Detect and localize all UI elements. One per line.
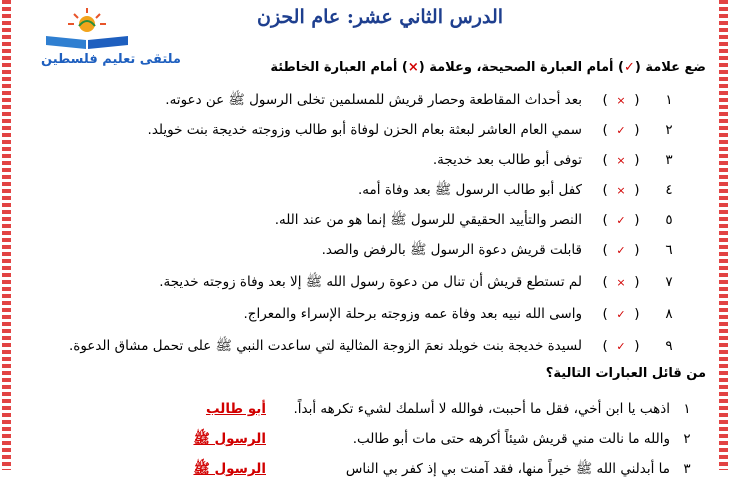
statement-number: ٦ bbox=[665, 242, 673, 258]
logo-text: ملتقى تعليم فلسطين bbox=[41, 52, 181, 67]
statement-text: سمي العام العاشر لبعثة بعام الحزن لوفاة أبو طالب وزوجته خديجة بنت خويلد. bbox=[147, 122, 582, 138]
statement-text: النصر والتأييد الحقيقي للرسول ﷺ إنما هو من عند الله. bbox=[274, 212, 582, 228]
statement-number: ٩ bbox=[665, 338, 673, 354]
quote-text: والله ما نالت مني قريش شيئاً أكرهه حتى مات أبو طالب. bbox=[352, 431, 670, 447]
statement-row bbox=[0, 236, 730, 264]
statement-row bbox=[0, 86, 730, 114]
quote-number: ٣ bbox=[683, 461, 691, 477]
statement-number: ٣ bbox=[665, 152, 673, 168]
statement-number: ٤ bbox=[665, 182, 673, 198]
statement-row bbox=[0, 332, 730, 360]
quote-text: ما أبدلني الله ﷺ خيراً منها، فقد آمنت بي إذ كفر بي الناس bbox=[345, 461, 670, 477]
statement-number: ٧ bbox=[665, 274, 673, 290]
quote-row bbox=[0, 455, 730, 483]
statement-text: قابلت قريش دعوة الرسول ﷺ بالرفض والصد. bbox=[321, 242, 582, 258]
book-icon bbox=[44, 32, 130, 50]
statement-row bbox=[0, 268, 730, 296]
statement-row bbox=[0, 300, 730, 328]
answer-box: ( ✓ ) bbox=[602, 242, 640, 258]
statement-row bbox=[0, 146, 730, 174]
answer-box: ( ✓ ) bbox=[602, 338, 640, 354]
statement-row bbox=[0, 176, 730, 204]
statement-row bbox=[0, 116, 730, 144]
quote-answer: أبو طالب bbox=[205, 401, 266, 417]
cross-mark-icon: × bbox=[407, 60, 419, 75]
statement-number: ٢ bbox=[665, 122, 673, 138]
statement-row bbox=[0, 206, 730, 234]
answer-box: ( ✓ ) bbox=[602, 212, 640, 228]
answer-mark: ✓ bbox=[616, 340, 626, 353]
answer-box: ( × ) bbox=[602, 92, 640, 108]
quote-row bbox=[0, 395, 730, 423]
quote-answer: الرسول ﷺ bbox=[193, 461, 266, 477]
lesson-title: الدرس الثاني عشر: عام الحزن bbox=[256, 6, 504, 28]
check-mark-icon: ✓ bbox=[623, 60, 635, 75]
answer-box: ( × ) bbox=[602, 152, 640, 168]
section2-title: من قائل العبارات التالية؟ bbox=[545, 366, 706, 381]
answer-mark: × bbox=[616, 94, 626, 107]
sun-icon bbox=[64, 6, 110, 34]
answer-box: ( × ) bbox=[602, 182, 640, 198]
answer-mark: × bbox=[616, 184, 626, 197]
answer-mark: ✓ bbox=[616, 308, 626, 321]
statement-text: توفى أبو طالب بعد خديجة. bbox=[432, 152, 582, 168]
quote-number: ٢ bbox=[683, 431, 691, 447]
instruction-text: ضع علامة (✓) أمام العبارة الصحيحة، وعلامة (×) أمام العبارة الخاطئة bbox=[270, 60, 706, 75]
statement-text: كفل أبو طالب الرسول ﷺ بعد وفاة أمه. bbox=[358, 182, 582, 198]
answer-mark: ✓ bbox=[616, 124, 626, 137]
statement-text: لم تستطع قريش أن تنال من دعوة رسول الله ﷺ إلا بعد وفاة زوجته خديجة. bbox=[159, 274, 582, 290]
quote-text: اذهب يا ابن أخي، فقل ما أحببت، فوالله لا أسلمك لشيء تكرهه أبداً. bbox=[293, 401, 670, 417]
statement-number: ١ bbox=[665, 92, 673, 108]
answer-box: ( × ) bbox=[602, 274, 640, 290]
answer-mark: × bbox=[616, 276, 626, 289]
statement-text: لسيدة خديجة بنت خويلد نعمَ الزوجة المثالية لتي ساعدت النبي ﷺ على تحمل مشاق الدعوة. bbox=[68, 338, 582, 354]
statement-number: ٨ bbox=[665, 306, 673, 322]
statement-text: بعد أحداث المقاطعة وحصار قريش للمسلمين تخلى الرسول ﷺ عن دعوته. bbox=[165, 92, 582, 108]
answer-mark: ✓ bbox=[616, 244, 626, 257]
quote-row bbox=[0, 425, 730, 453]
quote-number: ١ bbox=[683, 401, 691, 417]
answer-box: ( ✓ ) bbox=[602, 122, 640, 138]
answer-mark: ✓ bbox=[616, 214, 626, 227]
quote-answer: الرسول ﷺ bbox=[193, 431, 266, 447]
answer-box: ( ✓ ) bbox=[602, 306, 640, 322]
answer-mark: × bbox=[616, 154, 626, 167]
statement-number: ٥ bbox=[665, 212, 673, 228]
statement-text: واسى الله نبيه بعد وفاة عمه وزوجته برحلة الإسراء والمعراج. bbox=[243, 306, 582, 322]
